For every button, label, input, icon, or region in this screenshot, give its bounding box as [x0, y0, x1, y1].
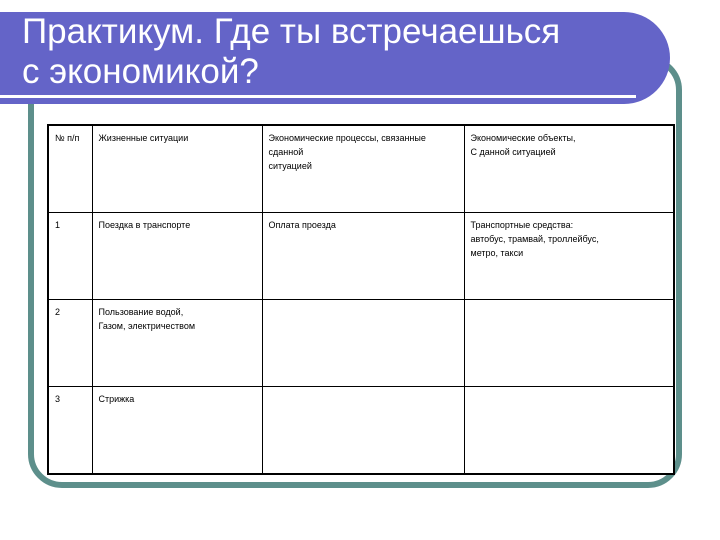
row-number	[48, 300, 92, 387]
row-objects	[464, 212, 674, 299]
header-situations-text: Жизненные ситуации	[98, 133, 189, 143]
header-objects	[464, 125, 674, 212]
row-objects-text: метро, такси	[470, 247, 524, 258]
row-objects-text: Транспортные средства:	[470, 219, 574, 230]
header-number-text: № п/п	[55, 133, 80, 143]
table-row	[48, 387, 674, 474]
row-objects	[464, 300, 674, 387]
header-objects-text: С данной ситуацией	[470, 147, 556, 157]
row-process	[262, 300, 464, 387]
row-number-text: 2	[55, 307, 61, 317]
row-number-text: 3	[55, 394, 61, 405]
row-situation	[92, 387, 262, 474]
table-header-row	[48, 125, 674, 212]
row-process	[262, 387, 464, 474]
slide-title-line: с экономикой?	[22, 52, 259, 91]
row-situation	[92, 300, 262, 387]
table-row	[48, 212, 674, 299]
header-situations	[92, 125, 262, 212]
row-situation-text: Поездка в транспорте	[98, 219, 191, 230]
situations-table	[47, 124, 675, 475]
row-situation-text: Стрижка	[98, 394, 135, 405]
header-objects-text: Экономические объекты,	[470, 133, 576, 143]
slide-title	[22, 12, 642, 92]
row-situation-text: Пользование водой,	[98, 307, 184, 317]
header-processes-text: ситуацией	[268, 161, 312, 171]
header-processes	[262, 125, 464, 212]
header-processes-text: сданной	[268, 147, 304, 157]
row-process-text: Оплата проезда	[268, 219, 336, 230]
row-number	[48, 212, 92, 299]
row-situation-text: Газом, электричеством	[98, 321, 196, 331]
row-objects	[464, 387, 674, 474]
table-row	[48, 300, 674, 387]
title-underline	[0, 95, 636, 98]
header-number	[48, 125, 92, 212]
row-situation	[92, 212, 262, 299]
row-number-text: 1	[55, 219, 61, 230]
row-process	[262, 212, 464, 299]
row-objects-text: автобус, трамвай, троллейбус,	[470, 233, 599, 244]
slide-title-line: Практикум. Где ты встречаешься	[22, 12, 561, 51]
row-number	[48, 387, 92, 474]
header-processes-text: Экономические процессы, связанные	[268, 133, 426, 143]
